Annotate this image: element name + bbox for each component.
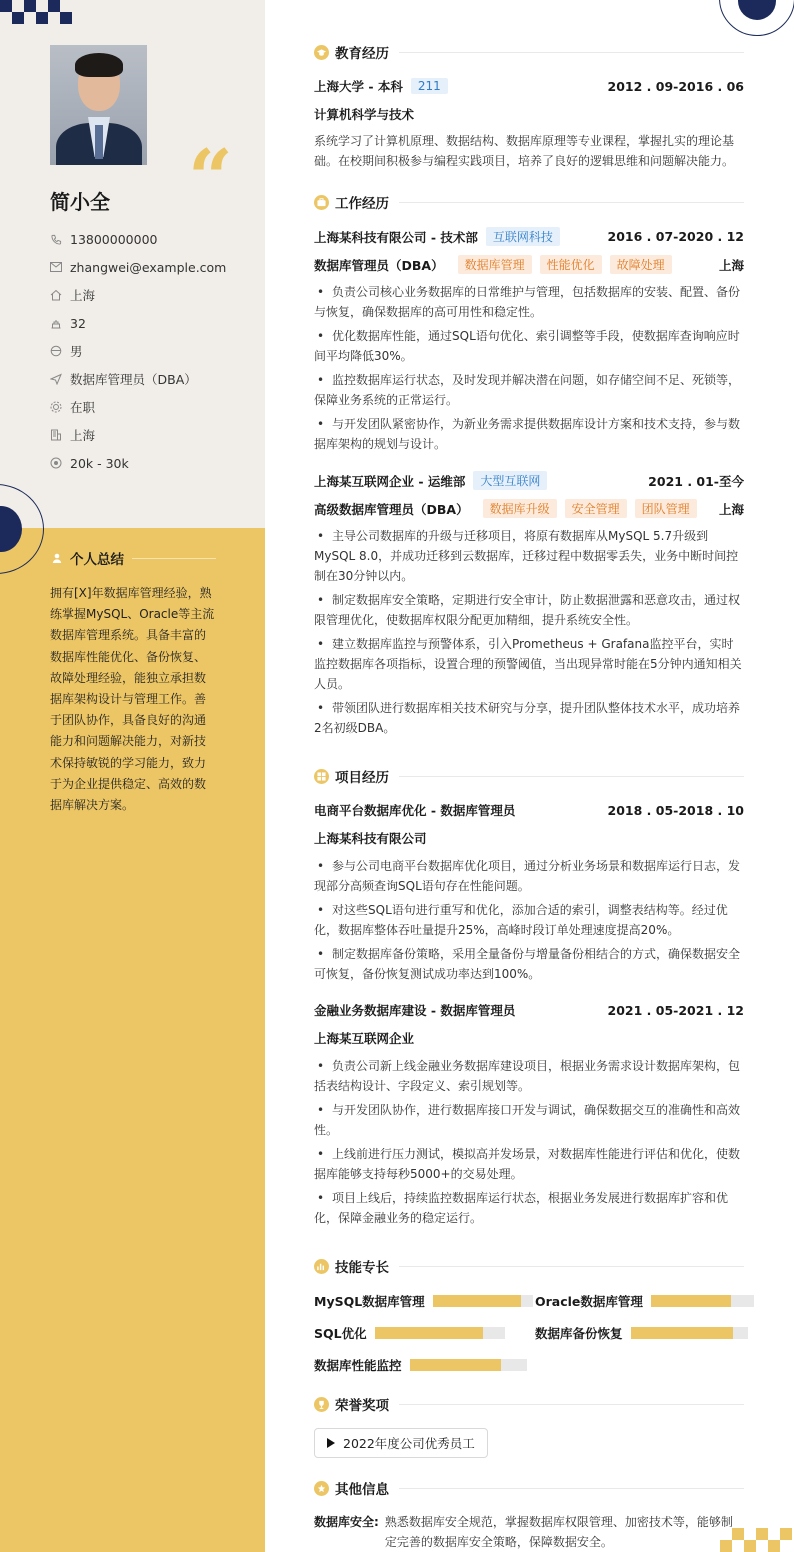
awards-header: [314, 1394, 744, 1414]
list-item: • 上线前进行压力测试，模拟高并发场景，对数据库性能进行评估和优化，使数据库能够支持每秒5000+的交易处理。: [314, 1147, 741, 1181]
project-company: 上海某互联网企业: [314, 1031, 415, 1046]
skill-tag: 数据库升级: [483, 499, 557, 518]
position-text: 数据库管理员（DBA）: [70, 372, 197, 387]
work-title: 工作经历: [335, 196, 389, 212]
skill-name: 数据库性能监控: [314, 1358, 402, 1373]
home-icon: [50, 289, 62, 301]
skill-item: [535, 1324, 748, 1342]
divider: [399, 776, 744, 777]
project-company: 上海某科技有限公司: [314, 831, 427, 846]
phone-icon: [50, 233, 62, 245]
briefcase-icon: [314, 195, 329, 210]
email-text: zhangwei@example.com: [70, 259, 227, 275]
education-row: [314, 77, 744, 95]
gender-text: 男: [70, 344, 83, 359]
projects-title: 项目经历: [335, 770, 389, 786]
other-title: 其他信息: [335, 1482, 389, 1498]
award-text: 2022年度公司优秀员工: [343, 1436, 475, 1451]
job-role: 高级数据库管理员（DBA）: [314, 501, 469, 517]
info-status: [50, 393, 226, 421]
job-1-role-row: [314, 255, 744, 274]
person-icon: [50, 551, 64, 565]
skill-fill: [651, 1295, 731, 1307]
list-item: • 与开发团队紧密协作，为新业务需求提供数据库设计方案和技术支持，参与数据库架构的规划与设计。: [314, 417, 741, 451]
skill-tag: 故障处理: [610, 255, 672, 274]
divider: [399, 202, 744, 203]
grid-icon: [314, 769, 329, 784]
phone-text: 13800000000: [70, 231, 158, 247]
skill-bar: [375, 1327, 505, 1339]
age-text: 32: [70, 315, 86, 331]
building-icon: [50, 429, 62, 441]
skill-fill: [375, 1327, 483, 1339]
skill-bar: [410, 1359, 527, 1371]
other-key: 数据库安全:: [314, 1515, 379, 1529]
list-item: • 对这些SQL语句进行重写和优化，添加合适的索引，调整表结构等。经过优化，数据库整体吞吐量提升25%，高峰时段订单处理速度提高20%。: [314, 903, 728, 937]
info-phone: [50, 225, 226, 253]
salary-icon: [50, 457, 62, 469]
list-item: • 建立数据库监控与预警体系，引入Prometheus + Grafana监控平台，实时监控数据库各项指标，设置合理的预警阈值，当出现异常时能在5分钟内通知相关人员。: [314, 637, 742, 691]
education-header: [314, 42, 744, 62]
project-1-row: [314, 801, 744, 819]
project-name: 电商平台数据库优化 - 数据库管理员: [314, 803, 516, 818]
info-icon: [314, 1481, 329, 1496]
projects-header: [314, 766, 744, 786]
skills-header: [314, 1256, 744, 1276]
list-item: • 负责公司核心业务数据库的日常维护与管理，包括数据库的安装、配置、备份与恢复，确保数据库的高可用性和稳定性。: [314, 285, 741, 319]
list-item: • 与开发团队协作，进行数据库接口开发与调试，确保数据交互的准确性和高效性。: [314, 1103, 741, 1137]
divider: [399, 1404, 744, 1405]
skill-tag: 性能优化: [540, 255, 602, 274]
info-location: [50, 281, 226, 309]
skill-tag: 安全管理: [565, 499, 627, 518]
list-item: • 负责公司新上线金融业务数据库建设项目，根据业务需求设计数据库架构，包括表结构设计、字段定义、索引规划等。: [314, 1059, 741, 1093]
project-date: 2021 . 05-2021 . 12: [607, 1002, 744, 1018]
education-icon: [314, 45, 329, 60]
divider: [132, 558, 216, 559]
project-date: 2018 . 05-2018 . 10: [607, 802, 744, 818]
project-name: 金融业务数据库建设 - 数据库管理员: [314, 1003, 516, 1018]
list-item: • 制定数据库安全策略，定期进行安全审计，防止数据泄露和恶意攻击，通过权限管理优化，使数据库权限分配更加精细，提升系统安全性。: [314, 593, 741, 627]
company-tag: 互联网科技: [486, 227, 560, 246]
summary-header: [50, 548, 216, 568]
summary-title: 个人总结: [70, 552, 124, 568]
project-2-company-row: [314, 1029, 744, 1047]
play-icon: [327, 1438, 335, 1448]
skill-fill: [410, 1359, 501, 1371]
divider: [399, 1488, 744, 1489]
education-date: 2012 . 09-2016 . 06: [607, 78, 744, 94]
list-item: • 主导公司数据库的升级与迁移项目，将原有数据库从MySQL 5.7升级到MySQL 8.0，并成功迁移到云数据库，迁移过程中数据零丢失，业务中断时间控制在30分钟以内。: [314, 529, 739, 583]
job-city: 上海: [718, 257, 744, 273]
divider: [399, 1266, 744, 1267]
skill-bar: [631, 1327, 748, 1339]
list-item: • 项目上线后，持续监控数据库运行状态，根据业务发展进行数据库扩容和优化，保障金融业务的稳定运行。: [314, 1191, 729, 1225]
job-2-row: [314, 471, 744, 490]
skill-icon: [314, 1259, 329, 1274]
awards-title: 荣誉奖项: [335, 1398, 389, 1414]
info-age: [50, 309, 226, 337]
send-icon: [50, 373, 62, 385]
job-role: 数据库管理员（DBA）: [314, 257, 444, 273]
project-2-row: [314, 1001, 744, 1019]
quote-icon: “: [188, 133, 233, 224]
job-company: 上海某互联网企业 - 运维部: [314, 473, 466, 489]
avatar-photo: [50, 45, 147, 165]
project-2-bullets: [314, 1056, 744, 1232]
list-item: • 带领团队进行数据库相关技术研究与分享，提升团队整体技术水平，成功培养2名初级DBA。: [314, 701, 741, 735]
mail-icon: [50, 261, 62, 273]
work-header: [314, 192, 744, 212]
info-salary: [50, 449, 226, 477]
info-position: [50, 365, 226, 393]
job-2-role-row: [314, 499, 744, 518]
status-text: 在职: [70, 400, 96, 415]
skill-tag: 团队管理: [635, 499, 697, 518]
school-name: 上海大学 - 本科: [314, 79, 403, 94]
gender-icon: [50, 345, 62, 357]
skill-item: [535, 1292, 754, 1310]
city-text: 上海: [70, 428, 96, 443]
other-header: [314, 1478, 744, 1498]
divider: [399, 52, 744, 53]
job-city: 上海: [718, 501, 744, 517]
skill-name: 数据库备份恢复: [535, 1326, 623, 1341]
other-value: 熟悉数据库安全规范，掌握数据库权限管理、加密技术等，能够制定完善的数据库安全策略，保障数据安全。: [384, 1515, 733, 1549]
skill-name: Oracle数据库管理: [535, 1294, 643, 1309]
major: 计算机科学与技术: [314, 107, 415, 122]
info-gender: [50, 337, 226, 365]
checker-decoration: [0, 0, 76, 24]
award-item[interactable]: [314, 1428, 488, 1458]
company-tag: 大型互联网: [473, 471, 547, 490]
job-date: 2016 . 07-2020 . 12: [607, 229, 744, 244]
age-icon: [50, 317, 62, 329]
list-item: • 参与公司电商平台数据库优化项目，通过分析业务场景和数据库运行日志，发现部分高频查询SQL语句存在性能问题。: [314, 859, 741, 893]
skill-name: SQL优化: [314, 1326, 367, 1341]
job-date: 2021 . 01-至今: [648, 473, 744, 489]
info-email: [50, 253, 226, 281]
skill-item: [314, 1324, 505, 1342]
other-info: [314, 1512, 744, 1552]
contact-info-list: [50, 225, 226, 477]
education-desc: 系统学习了计算机原理、数据结构、数据库原理等专业课程，掌握扎实的理论基础。在校期间积极参与编程实践项目，培养了良好的逻辑思维和问题解决能力。: [314, 134, 735, 168]
skill-item: [314, 1356, 527, 1374]
project-1-company-row: [314, 829, 744, 847]
job-2-bullets: [314, 526, 744, 742]
list-item: • 监控数据库运行状态，及时发现并解决潜在问题，如存储空间不足、死锁等，保障业务系统的正常运行。: [314, 373, 741, 407]
skill-tag: 数据库管理: [458, 255, 532, 274]
location-text: 上海: [70, 288, 96, 303]
job-1-row: [314, 227, 744, 246]
skill-bar: [651, 1295, 754, 1307]
list-item: • 制定数据库备份策略，采用全量备份与增量备份相结合的方式，确保数据安全可恢复，备份恢复测试成功率达到100%。: [314, 947, 741, 981]
major-row: [314, 105, 744, 123]
skill-bar: [433, 1295, 533, 1307]
job-1-bullets: [314, 282, 744, 458]
skill-fill: [631, 1327, 734, 1339]
info-city: [50, 421, 226, 449]
project-1-bullets: [314, 856, 744, 988]
summary-text: 拥有[X]年数据库管理经验，熟练掌握MySQL、Oracle等主流数据库管理系统。具备丰富的数据库性能优化、备份恢复、故障处理经验，能独立承担数据库架构设计与管理工作。善于团队协作，具备良好的沟通能力和问题解决能力，对新技术保持敏锐的学习能力，致力于为企业提供稳定、高效的数据库解决方案。: [50, 586, 215, 813]
trophy-icon: [314, 1397, 329, 1412]
skills-title: 技能专长: [335, 1260, 389, 1276]
skill-item: [314, 1292, 533, 1310]
skill-name: MySQL数据库管理: [314, 1294, 425, 1309]
list-item: • 优化数据库性能，通过SQL语句优化、索引调整等手段，使数据库查询响应时间平均降低30%。: [314, 329, 740, 363]
skill-fill: [433, 1295, 521, 1307]
status-icon: [50, 401, 62, 413]
education-title: 教育经历: [335, 46, 389, 62]
school-tag: 211: [411, 78, 448, 94]
job-company: 上海某科技有限公司 - 技术部: [314, 229, 478, 245]
salary-text: 20k - 30k: [70, 455, 129, 471]
candidate-name: 简小全: [50, 190, 110, 214]
